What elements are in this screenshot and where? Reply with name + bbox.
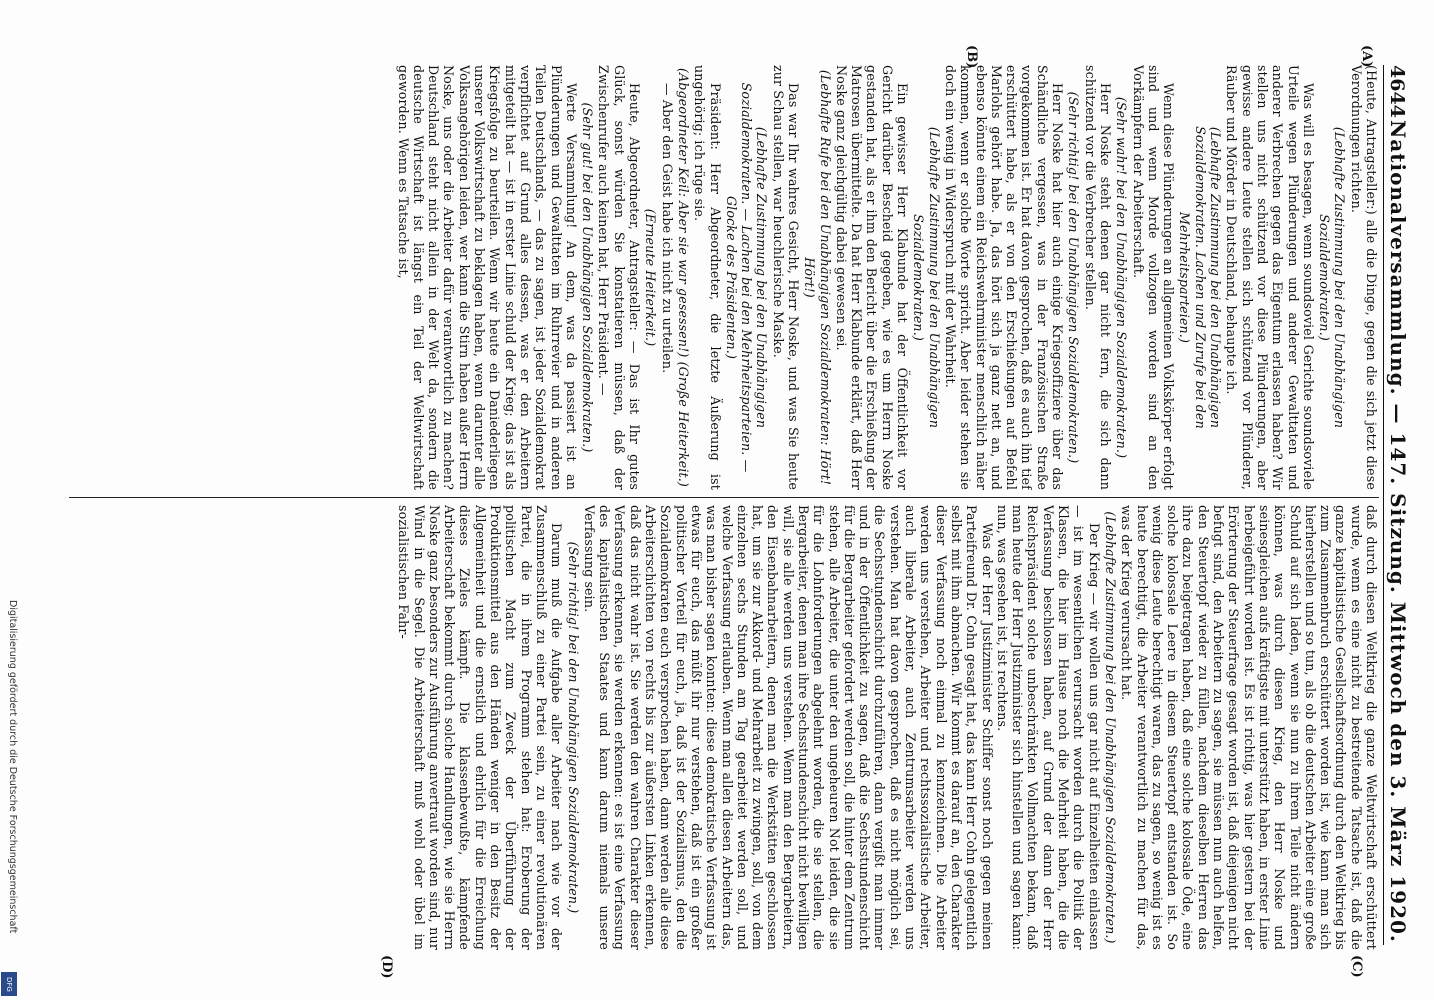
page-number: 4644: [1386, 65, 1408, 118]
interjection: (Lebhafte Zustimmung bei den Unabhängigen Sozialdemokraten. Lachen und Zurufe bei den Mehrheitsparteien.): [1177, 126, 1224, 429]
margin-marker-a: (A): [1359, 45, 1374, 68]
left-column: [69, 65, 1379, 490]
interjection: (Lebhafte Zustimmung bei den Unabhängigen Sozialdemokraten. — Lachen bei den Mehrheitsparteien. — Glocke des Präsidenten.): [723, 82, 770, 473]
paragraph: Heute, Abgeordneter, Antragsteller: — Das ist Ihr gutes Glück, sonst würden Sie konstatieren müssen, daß der Zwischenrufer auch keinen hat, Herr Präsident. —: [596, 65, 643, 490]
paragraph: Herr Noske hat hier auch einige Kriegsoffiziere über das Schändliche vergessen, was in der Französischen Straße vorgekommen ist. Er hat davon gesprochen, daß es auch ihn tief erschüttert habe, als er von den Erschießungen auf Befehl Marlohs gehört habe. Ja, das hört sich ja ganz nett an, und ebenso könnte einem ein Reichswehrminister menschlich näher kommen, wenn er solche Worte spricht. Aber leider stehen sie doch ein wenig in Widerspruch mit der Wahrheit.: [942, 65, 1066, 490]
interjection: (Lebhafte Zustimmung bei den Unabhängigen Sozialdemokraten.): [1317, 126, 1348, 429]
interjection: (Lebhafte Rufe bei den Unabhängigen Sozialdemokraten: Hört! Hört!): [802, 69, 833, 486]
interjection: (Lebhafte Zustimmung bei den Unabhängigen Sozialdemokraten.): [1102, 511, 1118, 944]
paragraph: Ein gewisser Herr Klabunde hat der Öffentlichkeit vor Gericht darüber Bescheid gegeben, wie es um Herrn Noske gestanden hat, als er ihm den Bericht über die Erschießung der Matrosen übermittelte. Da hat Herr Klabunde erklärt, daß Herr Noske ganz gleichgültig dabei gewesen sei.: [833, 65, 911, 490]
margin-marker-c: (C): [1349, 955, 1364, 978]
interjection: (Sehr richtig! bei den Unabhängigen Sozialdemokraten.): [565, 541, 581, 914]
right-column: [69, 505, 1379, 950]
digitization-credit: Digitalisierung gefördert durch die Deutsche Forschungsgemeinschaft: [7, 600, 18, 934]
column-divider: [69, 497, 1379, 498]
dfg-logo: DFG: [1, 972, 17, 996]
paragraph: daß durch diesen Weltkrieg die ganze Weltwirtschaft erschüttert wurde, wenn es eine nicht zu bestreitende Tatsache ist, daß die ganze kapitalistische Gesellschaftsordnung durch den Weltkrieg bis zum Zusammenbruch erschüttert worden ist, wie kann man sich hierherstellen und so tun, als ob die deutschen Arbeiter eine große Schuld auf sich laden, wenn sie nun zu ihrem Teile nicht ändern können, was durch diesen Krieg, den Herr Noske und seinesgleichen aufs kräftigste mit unterstützt haben, in erster Linie herbeigeführt worden ist. Es ist richtig, was hier gestern bei der Erörterung der Steuerfrage gesagt worden ist, daß diejenigen nicht befugt sind, den Arbeitern zu sagen, sie müssen nun auch helfen, den Steuertopf wieder zu füllen, nachdem dieselben Herren das ihre dazu beigetragen haben, daß eine solche kolossale Öde, eine solche kolossale Leere in diesem Steuertopf entstanden ist. So wenig diese Leute berechtigt waren, das zu sagen, so wenig ist es heute berechtigt, die Arbeiter verantwortlich zu machen für das, was der Krieg verursacht hat.: [1119, 505, 1379, 950]
interjection: (Sehr richtig! bei den Unabhängigen Sozialdemokraten.): [1066, 91, 1082, 464]
paragraph: Werte Versammlung! An dem, was da passiert ist an Plünderungen und Gewalttaten im Ruhrrevier und in anderen Teilen Deutschlands, — das zu sagen, ist jeder Sozialdemokrat verpflichtet auf Grund alles dessen, was er den Arbeitern mitgeteilt hat — ist in erster Linie schuld der Krieg; das ist als Kriegsfolge zu beurteilen. Wenn wir heute ein Daniederliegen unserer Volkswirtschaft zu beklagen haben, wenn darunter alle Volksangehörigen leiden, wer kann die Stirn haben außer Herrn Noske, uns oder die Arbeiter dafür verantwortlich zu machen? Deutschland steht nicht allein in der Welt da, sondern die deutsche Wirtschaft ist längst ein Teil der Weltwirtschaft geworden. Wenn es Tatsache ist,: [395, 65, 579, 490]
paragraph: Was will es besagen, wenn soundsoviel Gerichte soundsoviele Urteile wegen Plünderungen und anderer Gewalttaten und anderer Verbrechen gegen das Eigentum erlassen haben? Wir stellen uns nicht schützend vor diese Plünderungen, aber gewisse andere Leute stellen sich schützend vor Plünderer, Räuber und Mörder in Deutschland, behaupte ich.: [1224, 65, 1316, 490]
paragraph: Wenn diese Plünderungen an allgemeinen Volkskörper erfolgt sind und wenn Morde vollzogen worden sind an den Vorkämpfern der Arbeiterschaft.: [1130, 65, 1177, 490]
paragraph: Was der Herr Justizminister Schiffer sonst noch gegen meinen Parteifreund Dr. Cohn gesagt hat, das kann Herr Cohn gelegentlich selbst mit ihm abmachen. Wir kommt es darauf an, den Charakter dieser Verfassung noch einmal zu kennzeichnen. Die Arbeiter werden uns verstehen, Arbeiter und rechtssozialistische Arbeiter, auch liberale Arbeiter, auch Zentrumsarbeiter werden uns verstehen. Man hat davon gesprochen, daß es nicht möglich sei, die Sechsstundenschicht durchzuführen, dann vergißt man immer und in der Öffentlichkeit zu sagen, daß die Sechsstundenschicht für die Bergarbeiter gefordert werden soll, die hinter dem Zentrum stehen, alle Arbeiter, die unter den ungeheuren Not leiden, die sie für die Lohnforderungen abgelehnt worden, die sie stellen, die Bergarbeiter, denen man ihre Sechsstundenschicht nicht bewilligen will, sie alle werden uns verstehen. Wenn man den Bergarbeitern, den Eisenbahnarbeitern, denen man die Werkstätten geschlossen hat, um sie zur Akkord- und Mehrarbeit zu zwingen, soll, von dem einzelnen sechs Stunden am Tag gearbeitet werden soll, und welche Verfassung erlauben. Wenn man allen diesen Arbeitern das, was man bisher sagen konnten: diese demokratische Verfassung ist etwas für euch, das müßt ihr nur verstehen, daß ist ein großer politischer Vorteil für euch, ja, daß ist der Sozialismus, den die Sozialdemokraten euch versprochen haben, dann werden alle diese Arbeiterschichten von rechts bis zur äußersten Linken erkennen, daß das nicht wahr ist. Sie werden den wahren Charakter dieser Verfassung erkennen, sie werden erkennen: es ist eine Verfassung des kapitalistischen Staates und kann darum niemals unsere Verfassung sein.: [581, 505, 995, 950]
paragraph: — Aber den Geist habe ich nicht zu urteilen.: [659, 83, 675, 374]
interjection: (Lebhafte Zustimmung bei den Unabhängigen Sozialdemokraten.): [911, 126, 942, 429]
interjection: (Erneute Heiterkeit.): [643, 208, 659, 347]
paragraph: Herr Noske steht denen gar nicht fern, die sich dann schützend vor die Verbrecher stellen.: [1082, 65, 1113, 490]
page-title: Nationalversammlung. — 147. Sitzung. Mittwoch den 3. März 1920.: [1386, 120, 1410, 943]
paragraph: Der Krieg — wir wollen uns gar nicht auf Einzelheiten einlassen — ist im wesentlichen verursacht worden durch die Politik der Klassen, die hier im Hause noch die Mehrheit haben, die die Verfassung beschlossen haben, auf Grund der dann der Herr Reichspräsident solche unbeschränkten Vollmachten bekam, daß man heute der Herr Justizminister sich hinstellen und sagen kann: nun, was gesehen ist, ist rechtens.: [994, 505, 1102, 950]
paragraph: Darum muß die Aufgabe aller Arbeiter nach wie vor der Zusammenschluß zu einer Partei sein, zu einer revolutionären Partei, die in ihrem Programm stehen hat: Eroberung der politischen Macht zum Zweck der Überführung der Produktionsmittel aus den Händen weniger in den Besitz der Allgemeinheit und die ernstlich und ehrlich für die Erreichung dieses Zieles kämpft. Die klassenbewußte, kämpfende Arbeiterschaft bekommt durch solche Handlungen, wie sie Herrn Noske ganz besonders zur Ausführung anvertraut worden sind, nur Wind in die Segel. Die Arbeiterschaft muß wohl oder übel im sozialistischen Fahr-: [396, 505, 565, 950]
paragraph: Das war Ihr wahres Gesicht, Herr Noske, und was Sie heute zur Schau stellen, war heuchlerische Maske.: [770, 65, 802, 490]
page-header: [1383, 65, 1426, 945]
interjection: (Sehr wahr! bei den Unabhängigen Sozialdemokraten.): [1114, 96, 1130, 459]
paragraph: Präsident: Herr Abgeordneter, die letzte Äußerung ist ungehörig; ich rüge sie.: [692, 65, 723, 490]
margin-marker-b: (B): [964, 45, 979, 69]
interjection: (Sehr gut! bei den Unabhängigen Sozialdemokraten.): [580, 102, 596, 453]
paragraph: (Heute, Antragsteller:) alle die Dinge, gegen die sich jetzt diese Verordnungen richten.: [1348, 65, 1379, 490]
margin-marker-d: (D): [379, 955, 394, 979]
interjection: (Abgeordneter Keil: Aber sie war gesessen!) (Große Heiterkeit.): [675, 68, 691, 487]
